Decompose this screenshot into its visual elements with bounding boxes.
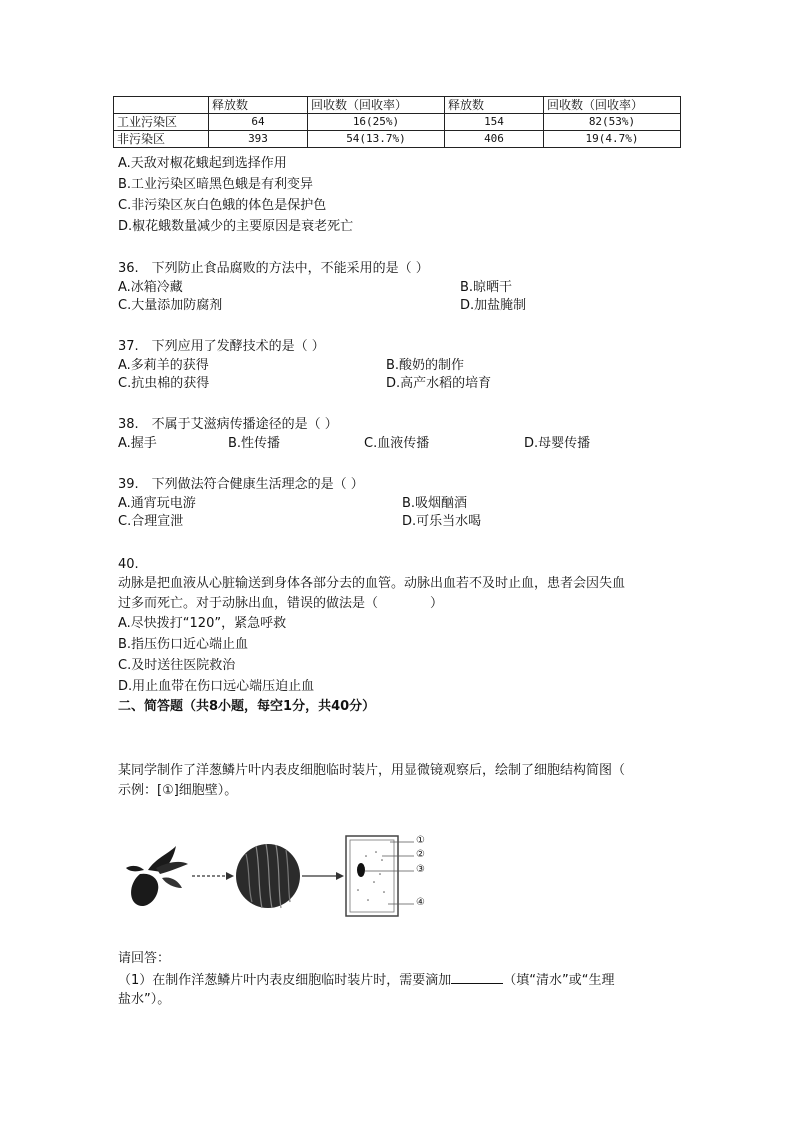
table-cell: 406 <box>445 131 544 148</box>
onion-icon <box>126 846 188 906</box>
table-cell: 64 <box>209 114 308 131</box>
q38-option-b: B.性传播 <box>228 436 281 451</box>
table-cell: 16(25%) <box>308 114 445 131</box>
cell-label-2: ② <box>416 849 425 860</box>
q41-intro-line2: 示例：[①]细胞壁）。 <box>118 783 238 798</box>
q37-option-d: D.高产水稻的培育 <box>386 376 492 391</box>
q40-stem-line1: 动脉是把血液从心脏输送到身体各部分去的血管。动脉出血若不及时止血，患者会因失血 <box>118 576 626 591</box>
q40-option-d: D.用止血带在伤口远心端压迫止血 <box>118 679 315 694</box>
q40-number: 40. <box>118 557 139 572</box>
table-cell: 154 <box>445 114 544 131</box>
cell-diagram <box>346 836 414 916</box>
q38-stem: 38. 不属于艾滋病传播途径的是（ ） <box>118 417 338 432</box>
q40-option-a: A.尽快拨打“120”，紧急呼救 <box>118 616 287 631</box>
table-header-cell: 释放数 <box>445 97 544 114</box>
q41-sub1-text-pre: （1）在制作洋葱鳞片叶内表皮细胞临时装片时，需要滴加 <box>118 973 452 988</box>
cell-label-1: ① <box>416 835 425 846</box>
q40-stem-line2: 过多而死亡。对于动脉出血，错误的做法是（ ） <box>118 596 444 611</box>
q36-option-d: D.加盐腌制 <box>460 298 527 313</box>
table-header-row <box>114 97 681 114</box>
q41-intro-line1: 某同学制作了洋葱鳞片叶内表皮细胞临时装片，用显微镜观察后，绘制了细胞结构简图（ <box>118 763 626 778</box>
q36-option-a: A.冰箱冷藏 <box>118 280 183 295</box>
q35-option-a: A.天敌对椒花蛾起到选择作用 <box>118 156 287 171</box>
q36-stem: 36. 下列防止食品腐败的方法中，不能采用的是（ ） <box>118 261 429 276</box>
table-header-cell: 回收数（回收率） <box>308 97 445 114</box>
table-cell: 54(13.7%) <box>308 131 445 148</box>
section2-title: 二、简答题（共8小题，每空1分，共40分） <box>118 699 376 714</box>
arrow-head-icon <box>336 872 344 880</box>
table-cell: 82(53%) <box>544 114 681 131</box>
q39-stem: 39. 下列做法符合健康生活理念的是（ ） <box>118 477 364 492</box>
q36-option-b: B.晾晒干 <box>460 280 513 295</box>
table-header-cell: 释放数 <box>209 97 308 114</box>
q41-sub1-text-post: （填“清水”或“生理 <box>503 973 615 988</box>
microscope-field-icon <box>236 844 300 908</box>
q36-option-c: C.大量添加防腐剂 <box>118 298 223 313</box>
q38-option-c: C.血液传播 <box>364 436 430 451</box>
q39-option-a: A.通宵玩电游 <box>118 496 196 511</box>
q41-sub1-answer-blank[interactable] <box>451 971 503 984</box>
release-recapture-table <box>113 96 681 148</box>
cell-label-3: ③ <box>416 864 425 875</box>
q35-option-d: D.椒花蛾数量减少的主要原因是衰老死亡 <box>118 219 354 234</box>
q39-option-b: B.吸烟酗酒 <box>402 496 468 511</box>
cell-label-4: ④ <box>416 897 425 908</box>
arrow-head-icon <box>226 872 234 880</box>
table-cell: 非污染区 <box>114 131 209 148</box>
q37-stem: 37. 下列应用了发酵技术的是（ ） <box>118 339 325 354</box>
q37-option-b: B.酸奶的制作 <box>386 358 465 373</box>
q39-option-c: C.合理宣泄 <box>118 514 184 529</box>
table-header-cell <box>114 97 209 114</box>
table-cell: 19(4.7%) <box>544 131 681 148</box>
table-header-cell: 回收数（回收率） <box>544 97 681 114</box>
q37-option-a: A.多莉羊的获得 <box>118 358 209 373</box>
table-cell: 393 <box>209 131 308 148</box>
q38-option-a: A.握手 <box>118 436 157 451</box>
q40-option-c: C.及时送往医院救治 <box>118 658 236 673</box>
onion-cell-figure <box>118 830 438 922</box>
q38-option-d: D.母婴传播 <box>524 436 591 451</box>
please-answer-label: 请回答： <box>118 951 171 966</box>
table-row <box>114 114 681 131</box>
q40-option-b: B.指压伤口近心端止血 <box>118 637 249 652</box>
table-cell: 工业污染区 <box>114 114 209 131</box>
q35-option-c: C.非污染区灰白色蛾的体色是保护色 <box>118 198 327 213</box>
q35-option-b: B.工业污染区暗黑色蛾是有利变异 <box>118 177 314 192</box>
q39-option-d: D.可乐当水喝 <box>402 514 482 529</box>
q37-option-c: C.抗虫棉的获得 <box>118 376 210 391</box>
q41-sub1-line1 <box>118 971 615 990</box>
table-row <box>114 131 681 148</box>
q41-sub1-line2: 盐水”）。 <box>118 992 171 1007</box>
